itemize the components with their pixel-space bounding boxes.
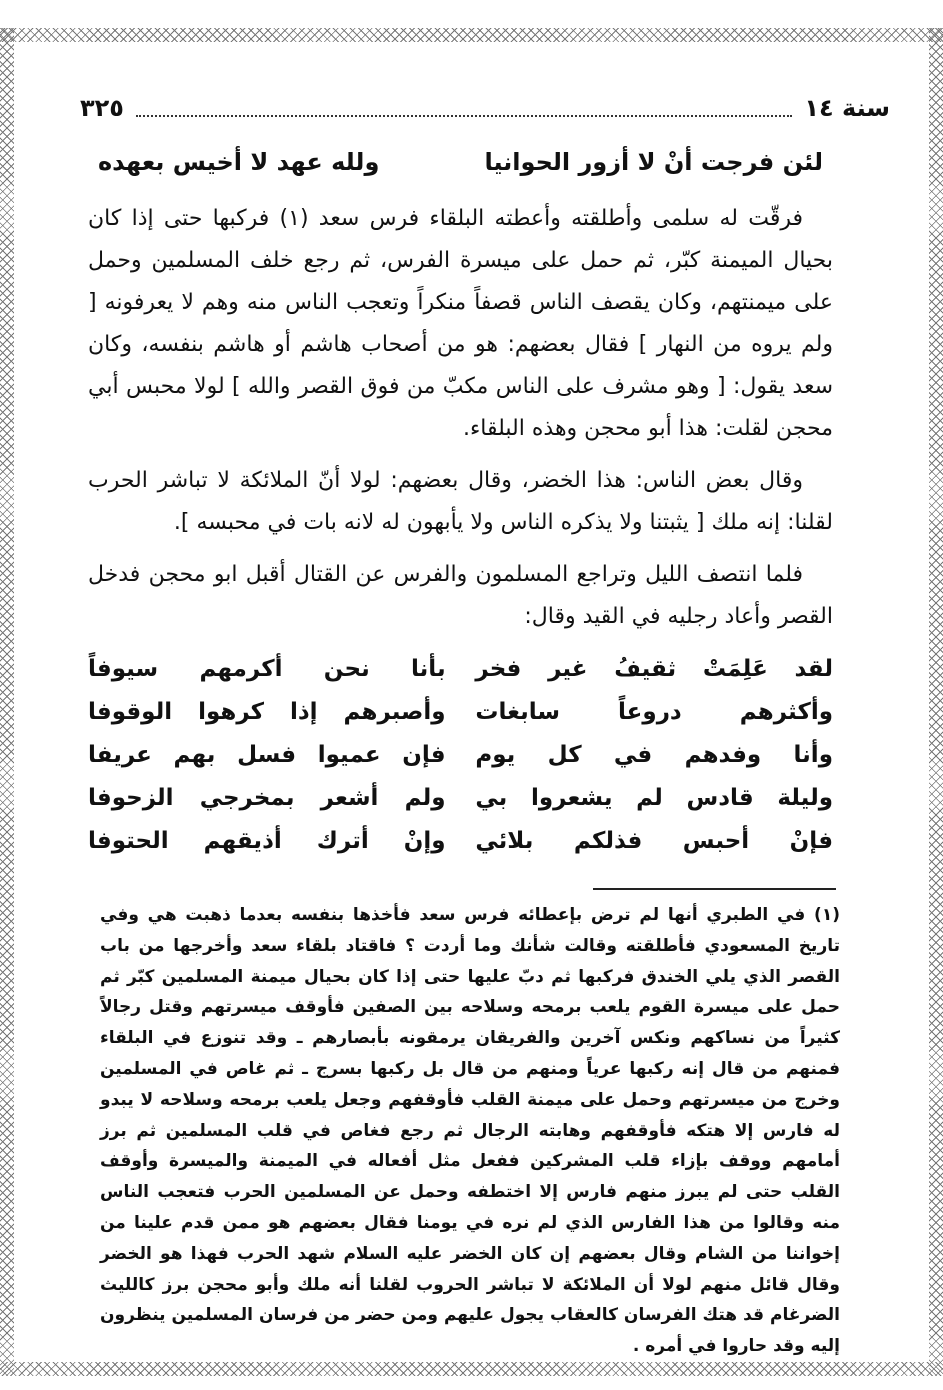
decorative-border-right <box>929 28 943 1376</box>
poem-line <box>88 648 833 691</box>
footnote-separator <box>593 888 836 890</box>
running-header <box>80 88 890 128</box>
poem-line <box>88 820 833 863</box>
header-dot-leader <box>136 115 792 117</box>
poem-hemistich-right: لقد عَلِمَتْ ثقيفُ غير فخر <box>475 656 833 682</box>
verse-hemistich-right: لئن فرجت أنْ لا أزور الحوانيا <box>484 148 823 176</box>
decorative-border-bottom <box>0 1362 943 1376</box>
footnote-number: (١) <box>814 905 840 925</box>
paragraph: فرقّت له سلمى وأطلقته وأعطته البلقاء فرس سعد (١) فركبها حتى إذا كان بحيال الميمنة كبّر، ثم حمل على ميسرة الفرس، ثم رجع خلف المسلمين وحمل على ميمنتهم، وكان يقصف الناس قصفاً منكراً وتعجب الناس منه وهم لا يعرفونه [ ولم يروه من النهار ] فقال بعضهم: هو من أصحاب هاشم أو هاشم بنفسه، وكان سعد يقول: [ وهو مشرف على الناس مكبّ من فوق القصر والله ] لولا محبس أبي محجن لقلت: هذا أبو محجن وهذه البلقاء. <box>88 206 833 441</box>
poem-hemistich-left: بأنا نحن أكرمهم سيوفاً <box>88 656 446 682</box>
main-text <box>88 140 833 863</box>
poem-line <box>88 691 833 734</box>
poem-line <box>88 777 833 820</box>
poem-hemistich-left: ولم أشعر بمخرجي الزحوفا <box>88 785 446 811</box>
page-number: ٣٢٥ <box>80 94 124 122</box>
paragraph: فلما انتصف الليل وتراجع المسلمون والفرس عن القتال أقبل ابو محجن فدخل القصر وأعاد رجليه في القيد وقال: <box>88 562 833 629</box>
decorative-border-left <box>0 28 14 1376</box>
header-title: سنة ١٤ <box>804 94 890 122</box>
poem <box>88 648 833 863</box>
decorative-border-top <box>0 28 943 42</box>
poem-hemistich-right: فإنْ أحبس فذلكم بلائي <box>475 828 833 854</box>
opening-verse <box>98 140 823 184</box>
verse-hemistich-left: ولله عهد لا أخيس بعهده <box>98 148 380 176</box>
footnote <box>100 900 840 1362</box>
poem-hemistich-right: وأكثرهم دروعاً سابغات <box>475 699 833 725</box>
poem-hemistich-left: وأصبرهم إذا كرهوا الوقوفا <box>88 699 446 725</box>
poem-hemistich-right: وأنا وفدهم في كل يوم <box>475 742 833 768</box>
poem-hemistich-left: فإن عميوا فسل بهم عريفا <box>88 742 446 768</box>
footnote-text: في الطبري أنها لم ترض بإعطائه فرس سعد فأخذها بنفسه بعدما ذهبت هي وفي تاريخ المسعودي فأطلقته وقالت شأنك وما أردت ؟ فاقتاد بلقاء سعد وأخرجها من باب القصر الذي يلي الخندق فركبها ثم دبّ عليها حتى إذا كان بحيال ميمنة المسلمين كبّر ثم حمل على ميسرة القوم يلعب برمحه وسلاحه بين الصفين فأوقف ميسرتهم وقتل رجالاً كثيراً من نساكهم ونكس آخرين والفريقان يرمقونه بأبصارهم ـ وقد تنوزع في البلقاء فمنهم من قال إنه ركبها عرياً ومنهم من قال بل ركبها بسرج ـ ثم غاص في المسلمين وخرج من ميسرتهم وحمل على ميمنة القلب فأوقفهم وجعل يلعب برمحه وسلاحه لا يبدو له فارس إلا هتكه فأوقفهم وهابته الرجال ثم رجع فغاص في قلب المسلمين ثم برز أمامهم ووقف بإزاء قلب المشركين ففعل مثل أفعاله في الميمنة والميسرة وأوقف القلب حتى لم يبرز منهم فارس إلا اختطفه وحمل عن المسلمين الحرب فتعجب الناس منه وقالوا من هذا الفارس الذي لم نره في يومنا فقال بعضهم هو ممن قدم علينا من إخواننا من الشام وقال بعضهم إن كان الخضر عليه السلام شهد الحرب فهذا هو الخضر وقال قائل منهم لولا أن الملائكة لا تباشر الحروب لقلنا أنه ملك وأبو محجن برز كالليث الضرغام قد هتك الفرسان كالعقاب يجول عليهم ومن حضر من فرسان المسلمين ينظرون إليه وقد حاروا في أمره . <box>100 905 840 1357</box>
poem-line <box>88 734 833 777</box>
paragraph: وقال بعض الناس: هذا الخضر، وقال بعضهم: لولا أنّ الملائكة لا تباشر الحرب لقلنا: إنه ملك [ يثبتنا ولا يذكره الناس ولا يأبهون له لانه بات في محبسه ]. <box>88 468 833 535</box>
poem-hemistich-right: وليلة قادس لم يشعروا بي <box>475 785 833 811</box>
poem-hemistich-left: وإنْ أترك أذيقهم الحتوفا <box>88 828 446 854</box>
